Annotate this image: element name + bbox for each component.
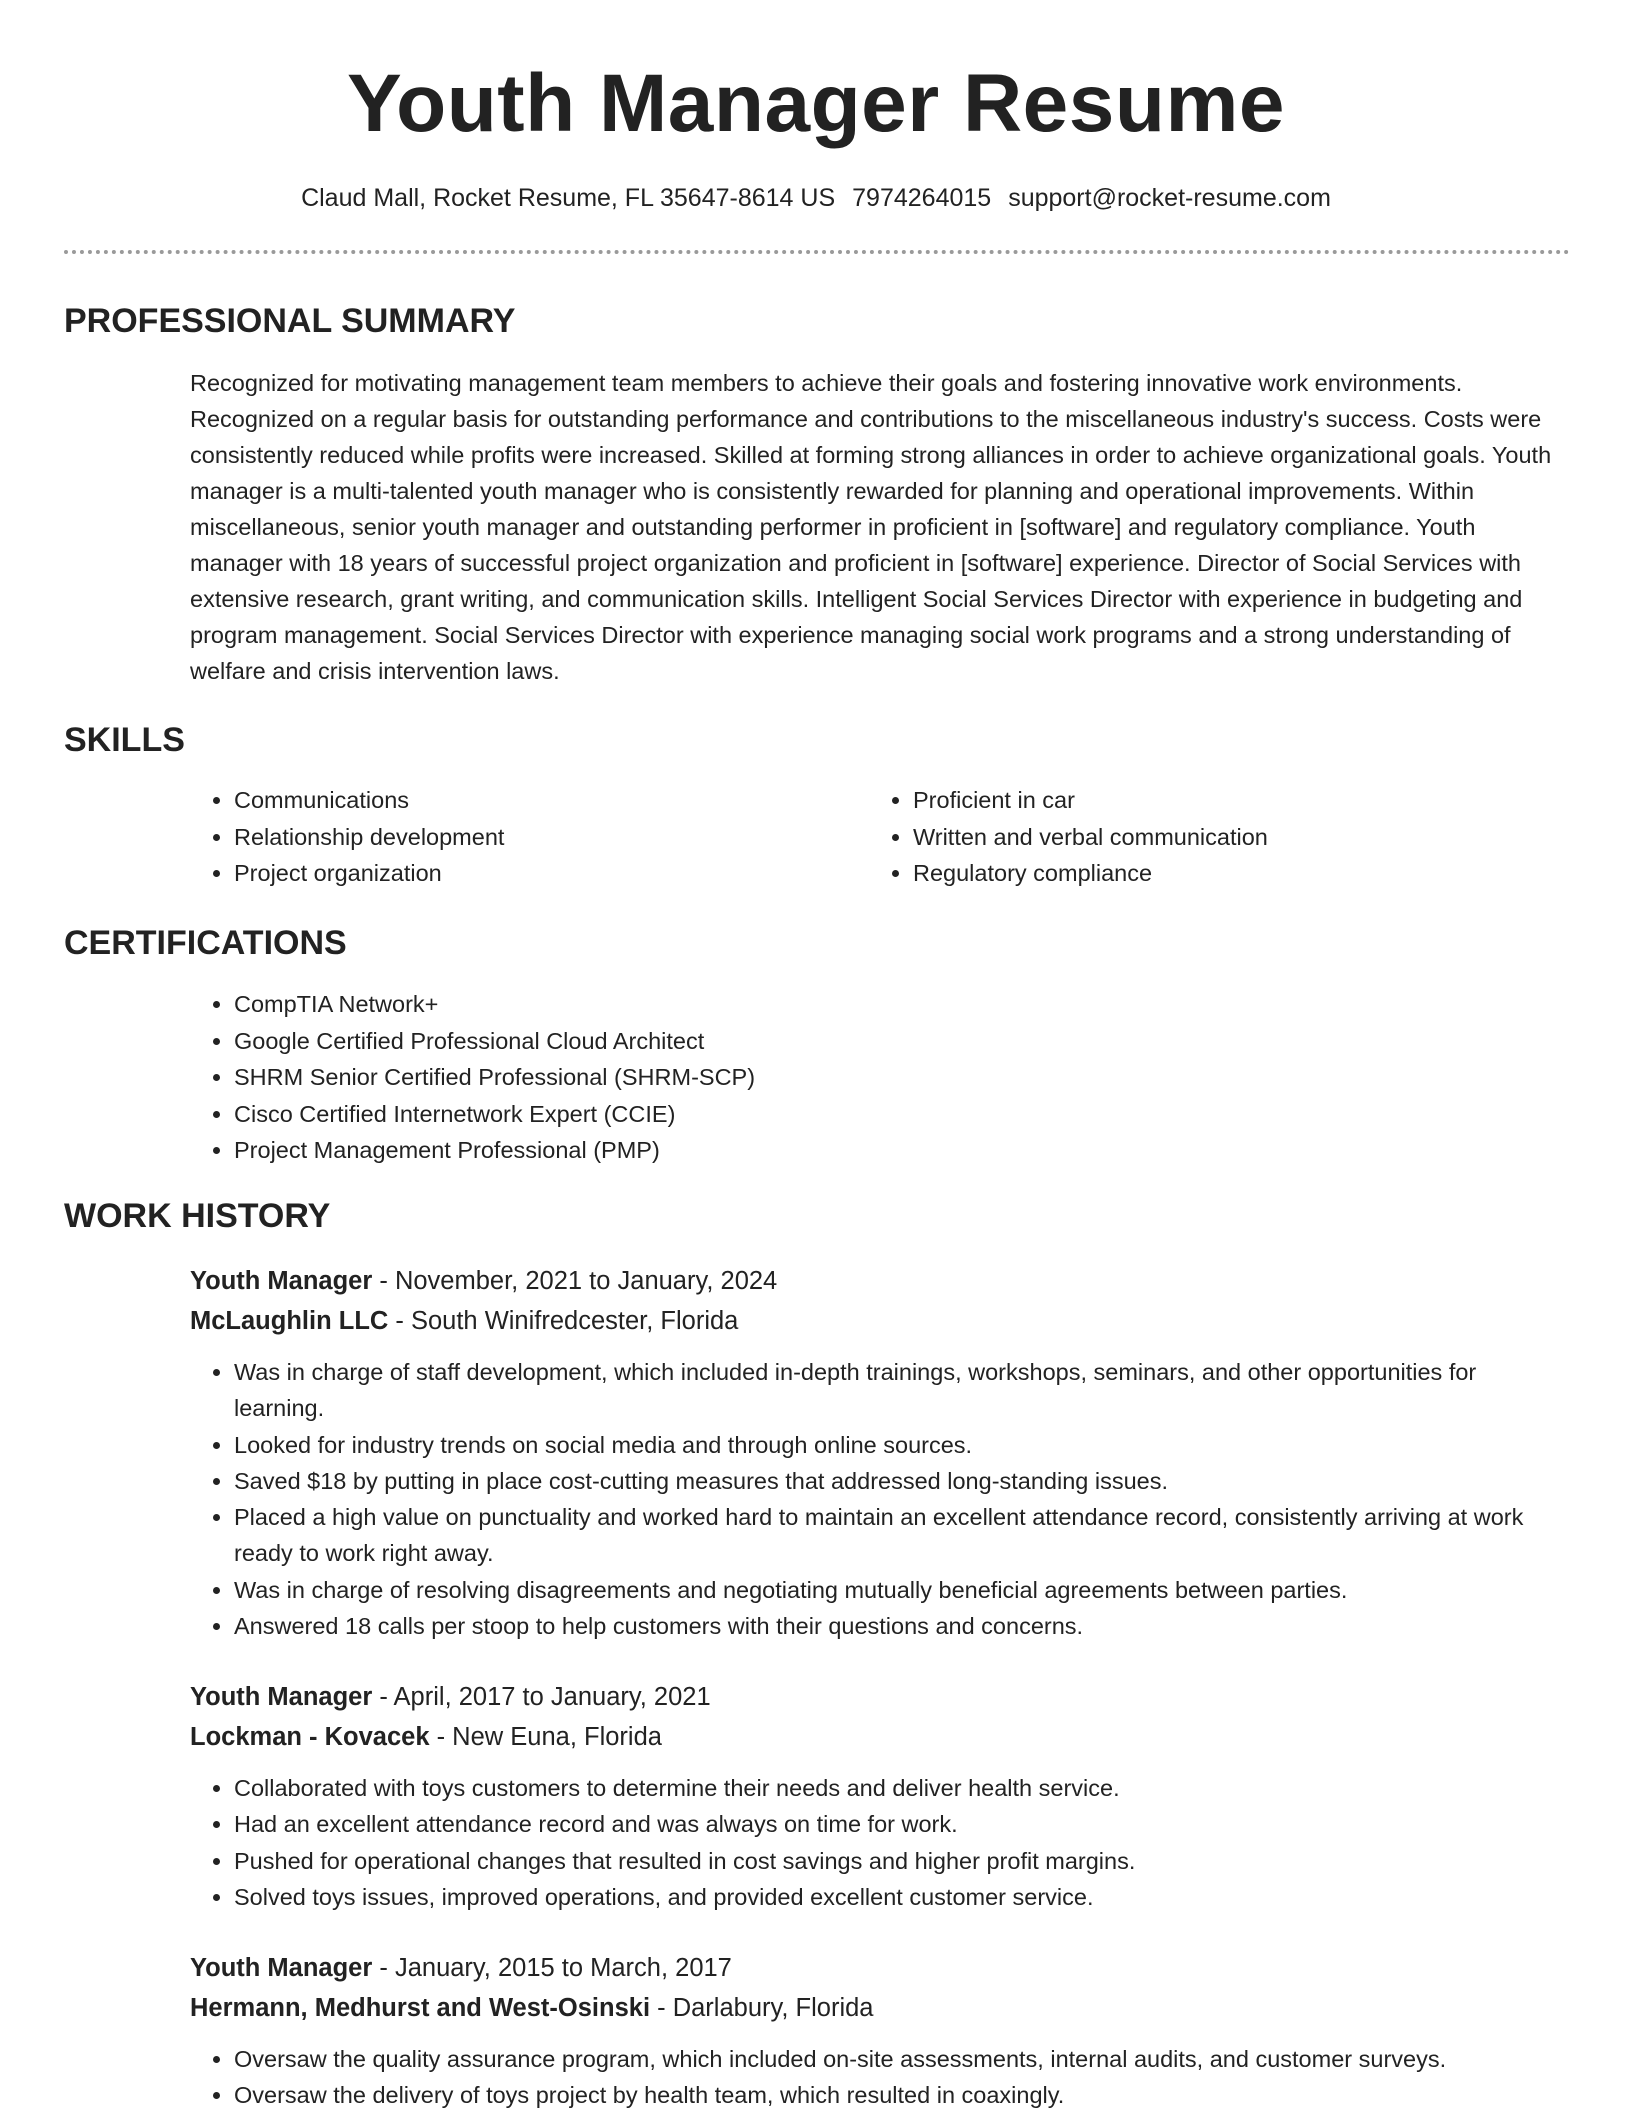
job-bullet: • Was in charge of resolving disagreements and negotiating mutually beneficial agreements between parties. bbox=[234, 1572, 1570, 1608]
job-bullet: • Had an excellent attendance record and was always on time for work. bbox=[234, 1806, 1570, 1842]
job-bullet: • Saved $18 by putting in place cost-cutting measures that addressed long-standing issues. bbox=[234, 1463, 1570, 1499]
certification-item: • Project Management Professional (PMP) bbox=[234, 1132, 1570, 1169]
job-bullet: • Solved toys issues, improved operations, and provided excellent customer service. bbox=[234, 1879, 1570, 1915]
certifications-block bbox=[190, 986, 1570, 1169]
contact-line bbox=[0, 182, 1632, 214]
job-location: - South Winifredcester, Florida bbox=[388, 1307, 739, 1335]
job-bullet: • Looked for industry trends on social media and through online sources. bbox=[234, 1427, 1570, 1463]
contact-address: Claud Mall, Rocket Resume, FL 35647-8614 US bbox=[301, 184, 836, 212]
job-dates: - April, 2017 to January, 2021 bbox=[372, 1683, 711, 1711]
job-bullet: • Was in charge of staff development, which included in-depth trainings, workshops, seminars, and other opportunities for learning. bbox=[234, 1354, 1570, 1427]
skill-item: • Proficient in car bbox=[913, 782, 1509, 819]
job-title-line bbox=[190, 1677, 1570, 1717]
skill-item: • Written and verbal communication bbox=[913, 819, 1509, 856]
job-title: Youth Manager bbox=[190, 1267, 373, 1295]
skill-item: • Project organization bbox=[234, 855, 830, 892]
job-location: - New Euna, Florida bbox=[429, 1723, 662, 1751]
summary-text: Recognized for motivating management team members to achieve their goals and fostering innovative work environments. Recognized on a regular basis for outstanding performance and contributions to the miscellaneous industry's success. Costs were consistently reduced while profits were increased. Skilled at forming strong alliances in order to achieve organizational goals. Youth manager is a multi-talented youth manager who is consistently rewarded for planning and operational improvements. Within miscellaneous, senior youth manager and outstanding performer in proficient in [software] and regulatory compliance. Youth manager with 18 years of successful project organization and proficient in [software] experience. Director of Social Services with extensive research, grant writing, and communication skills. Intelligent Social Services Director with experience in budgeting and program management. Social Services Director with experience managing social work programs and a strong understanding of welfare and crisis intervention laws. bbox=[190, 370, 1552, 684]
job-company: Lockman - Kovacek bbox=[190, 1723, 430, 1751]
job-bullets bbox=[190, 1770, 1570, 1915]
job-bullets bbox=[190, 2041, 1570, 2114]
job-company: Hermann, Medhurst and West-Osinski bbox=[190, 1994, 651, 2022]
job-bullets bbox=[190, 1354, 1570, 1644]
job-location: - Darlabury, Florida bbox=[650, 1994, 874, 2022]
job-title-line bbox=[190, 1261, 1570, 1301]
skill-item: • Regulatory compliance bbox=[913, 855, 1509, 892]
work-history-heading: WORK HISTORY bbox=[64, 1197, 331, 1235]
job-dates: - November, 2021 to January, 2024 bbox=[372, 1267, 778, 1295]
job-company: McLaughlin LLC bbox=[190, 1307, 389, 1335]
header-divider bbox=[64, 250, 1570, 254]
skill-item: • Communications bbox=[234, 782, 830, 819]
job-bullet: • Oversaw the quality assurance program, which included on-site assessments, internal audits, and customer surveys. bbox=[234, 2041, 1570, 2077]
summary-heading: PROFESSIONAL SUMMARY bbox=[64, 302, 516, 340]
certification-item: • Google Certified Professional Cloud Architect bbox=[234, 1023, 1570, 1060]
job-bullet: • Oversaw the delivery of toys project by health team, which resulted in coaxingly. bbox=[234, 2077, 1570, 2113]
skills-left-column bbox=[190, 782, 830, 892]
job-bullet: • Pushed for operational changes that resulted in cost savings and higher profit margins. bbox=[234, 1843, 1570, 1879]
job-entry bbox=[190, 1677, 1570, 1915]
job-entry bbox=[190, 1948, 1570, 2114]
job-title: Youth Manager bbox=[190, 1683, 373, 1711]
job-title-line bbox=[190, 1948, 1570, 1988]
certifications-heading: CERTIFICATIONS bbox=[64, 924, 347, 962]
certification-item: • Cisco Certified Internetwork Expert (CCIE) bbox=[234, 1096, 1570, 1133]
job-company-line bbox=[190, 1717, 1570, 1757]
job-bullet: • Collaborated with toys customers to determine their needs and deliver health service. bbox=[234, 1770, 1570, 1806]
certification-item: • CompTIA Network+ bbox=[234, 986, 1570, 1023]
job-company-line bbox=[190, 1301, 1570, 1341]
job-bullet: • Answered 18 calls per stoop to help customers with their questions and concerns. bbox=[234, 1608, 1570, 1644]
skills-list-left bbox=[190, 782, 830, 892]
job-bullet: • Placed a high value on punctuality and worked hard to maintain an excellent attendance record, consistently arriving at work ready to work right away. bbox=[234, 1499, 1570, 1572]
job-entry bbox=[190, 1261, 1570, 1644]
skills-list-right bbox=[869, 782, 1509, 892]
contact-email[interactable]: support@rocket-resume.com bbox=[1008, 184, 1331, 212]
job-company-line bbox=[190, 1988, 1570, 2028]
job-dates: - January, 2015 to March, 2017 bbox=[372, 1954, 732, 1982]
skills-right-column bbox=[869, 782, 1509, 892]
skills-heading: SKILLS bbox=[64, 721, 185, 759]
certification-item: • SHRM Senior Certified Professional (SHRM-SCP) bbox=[234, 1059, 1570, 1096]
certifications-list bbox=[190, 986, 1570, 1169]
job-title: Youth Manager bbox=[190, 1954, 373, 1982]
resume-title: Youth Manager Resume bbox=[347, 58, 1285, 149]
contact-phone: 7974264015 bbox=[852, 184, 992, 212]
skill-item: • Relationship development bbox=[234, 819, 830, 856]
